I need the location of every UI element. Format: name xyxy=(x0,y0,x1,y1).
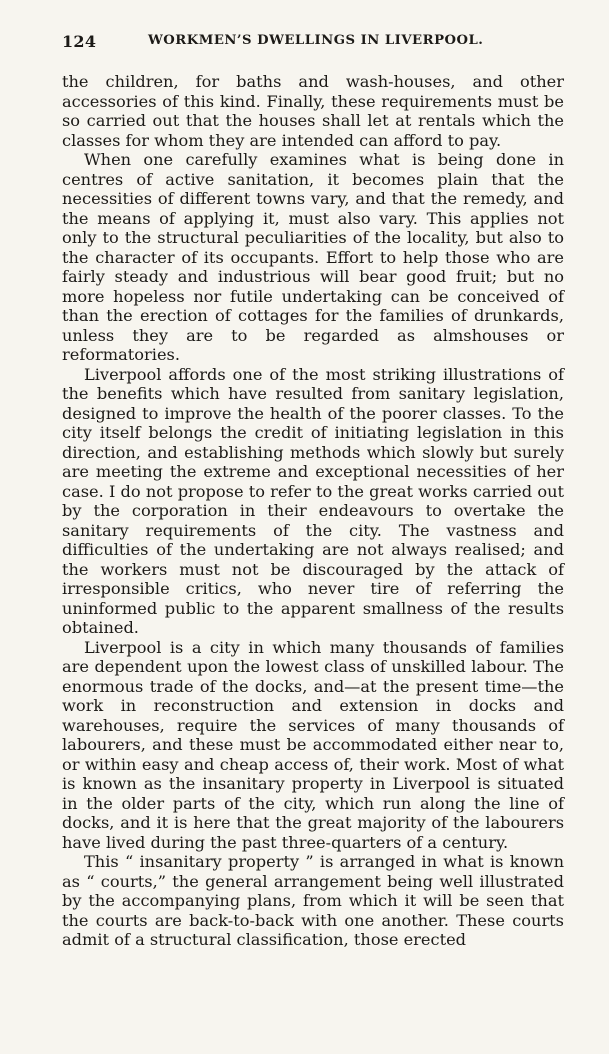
paragraph-continued: the children, for baths and wash-houses, and other accessories of this kind. Finally, these requirements must be so carried out that the houses shall let at rentals which the classes for whom they are intended can afford to pay. xyxy=(62,72,564,150)
paragraph: Liverpool is a city in which many thousands of families are dependent upon the lowest class of unskilled labour. The enormous trade of the docks, and—at the present time—the work in reconstruction and extension in docks and warehouses, require the services of many thousands of labourers, and these must be accommodated either near to, or within easy and cheap access of, their work. Most of what is known as the insanitary property in Liverpool is situated in the older parts of the city, which run along the line of docks, and it is here that the great majority of the labourers have lived during the past three-quarters of a century. xyxy=(62,637,564,852)
book-page xyxy=(62,32,564,950)
paragraph: Liverpool affords one of the most striking illustrations of the benefits which have resulted from sanitary legislation, designed to improve the health of the poorer classes. To the city itself belongs the credit of initiating legislation in this direction, and establishing methods which slowly but surely are meeting the extreme and exceptional necessities of her case. I do not propose to refer to the great works carried out by the corporation in their endeavours to overtake the sanitary requirements of the city. The vastness and difficulties of the undertaking are not always realised; and the workers must not be discouraged by the attack of irresponsible critics, who never tire of referring the uninformed public to the apparent smallness of the results obtained. xyxy=(62,364,564,637)
body-text xyxy=(62,72,564,950)
paragraph: When one carefully examines what is being done in centres of active sanitation, it becomes plain that the necessities of different towns vary, and that the remedy, and the means of applying it, must also vary. This applies not only to the structural peculiarities of the locality, but also to the character of its occupants. Effort to help those who are fairly steady and industrious will bear good fruit; but no more hopeless nor futile undertaking can be conceived of than the erection of cottages for the families of drunkards, unless they are to be regarded as almshouses or reformatories. xyxy=(62,150,564,364)
running-title: WORKMEN’S DWELLINGS IN LIVERPOOL. xyxy=(148,33,484,48)
running-head xyxy=(62,32,564,56)
paragraph: This “ insanitary property ” is arranged in what is known as “ courts,” the general arrangement being well illustrated by the accompanying plans, from which it will be seen that the courts are back-to-back with one another. These courts admit of a structural classification, those erected xyxy=(62,852,564,949)
page-number: 124 xyxy=(62,32,97,51)
